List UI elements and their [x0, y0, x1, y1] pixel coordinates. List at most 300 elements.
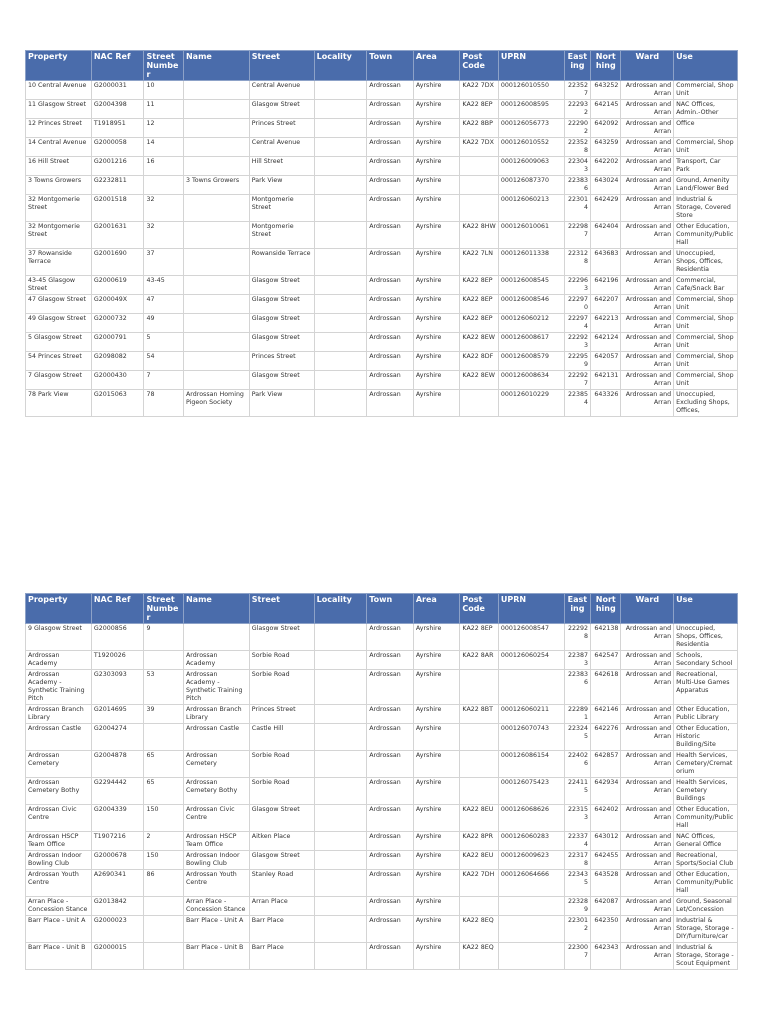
cell-property: Ardrossan Branch Library: [26, 705, 92, 724]
cell-area: Ayrshire: [413, 176, 460, 195]
cell-area: Ayrshire: [413, 100, 460, 119]
cell-use: Transport, Car Park: [674, 157, 738, 176]
cell-street: Barr Place: [249, 916, 314, 943]
cell-area: Ayrshire: [413, 705, 460, 724]
cell-post-code: KA22 8EU: [460, 851, 498, 870]
cell-street-number: 5: [144, 333, 183, 352]
header-ward: Ward: [621, 594, 674, 624]
cell-use: Commercial, Shop Unit: [674, 371, 738, 390]
cell-uprn: 000126075423: [498, 778, 564, 805]
cell-property: Ardrossan Civic Centre: [26, 805, 92, 832]
cell-locality: [314, 100, 367, 119]
cell-street-number: 9: [144, 624, 183, 651]
cell-area: Ayrshire: [413, 916, 460, 943]
cell-ward: Ardrossan and Arran: [621, 276, 674, 295]
cell-locality: [314, 943, 367, 970]
cell-ward: Ardrossan and Arran: [621, 805, 674, 832]
table-row: [26, 249, 738, 276]
cell-locality: [314, 249, 367, 276]
cell-street-number: [144, 176, 183, 195]
cell-post-code: KA22 8EP: [460, 624, 498, 651]
table-row: [26, 651, 738, 670]
cell-property: 49 Glasgow Street: [26, 314, 92, 333]
cell-street-number: 53: [144, 670, 183, 705]
cell-name: [183, 333, 249, 352]
cell-locality: [314, 670, 367, 705]
cell-nac-ref: T1920026: [91, 651, 144, 670]
cell-use: Other Education, Community/Public Hall: [674, 222, 738, 249]
cell-uprn: 000126008579: [498, 352, 564, 371]
cell-area: Ayrshire: [413, 371, 460, 390]
cell-post-code: [460, 724, 498, 751]
cell-use: Ground, Amenity Land/Flower Bed: [674, 176, 738, 195]
cell-easting: 224115: [564, 778, 590, 805]
cell-town: Ardrossan: [367, 371, 414, 390]
cell-uprn: 000126060212: [498, 314, 564, 333]
cell-locality: [314, 916, 367, 943]
table-row: [26, 352, 738, 371]
cell-post-code: [460, 157, 498, 176]
cell-ward: Ardrossan and Arran: [621, 371, 674, 390]
cell-use: Commercial, Shop Unit: [674, 333, 738, 352]
cell-property: 7 Glasgow Street: [26, 371, 92, 390]
header-uprn: UPRN: [498, 594, 564, 624]
cell-town: Ardrossan: [367, 352, 414, 371]
cell-easting: 223528: [564, 138, 590, 157]
cell-northing: 642547: [591, 651, 621, 670]
header-street: Street: [249, 51, 314, 81]
cell-uprn: 000126008634: [498, 371, 564, 390]
cell-uprn: 000126011338: [498, 249, 564, 276]
cell-nac-ref: G2000791: [91, 333, 144, 352]
cell-use: Unoccupied, Excluding Shops, Offices,: [674, 390, 738, 417]
cell-street: Montgomerie Street: [249, 195, 314, 222]
cell-area: Ayrshire: [413, 352, 460, 371]
cell-name: Ardrossan Cemetery: [183, 751, 249, 778]
header-area: Area: [413, 51, 460, 81]
cell-post-code: KA22 8EW: [460, 371, 498, 390]
table-row: [26, 295, 738, 314]
table-row: [26, 724, 738, 751]
cell-uprn: 000126060254: [498, 651, 564, 670]
cell-street: Princes Street: [249, 119, 314, 138]
cell-ward: Ardrossan and Arran: [621, 651, 674, 670]
cell-property: 3 Towns Growers: [26, 176, 92, 195]
cell-town: Ardrossan: [367, 943, 414, 970]
cell-street: Arran Place: [249, 897, 314, 916]
cell-nac-ref: G2000430: [91, 371, 144, 390]
cell-post-code: KA22 8EP: [460, 100, 498, 119]
cell-town: Ardrossan: [367, 897, 414, 916]
cell-locality: [314, 724, 367, 751]
cell-ward: Ardrossan and Arran: [621, 943, 674, 970]
cell-easting: 222923: [564, 333, 590, 352]
cell-ward: Ardrossan and Arran: [621, 333, 674, 352]
cell-ward: Ardrossan and Arran: [621, 916, 674, 943]
cell-area: Ayrshire: [413, 897, 460, 916]
cell-locality: [314, 81, 367, 100]
cell-name: [183, 352, 249, 371]
table-row: [26, 100, 738, 119]
cell-street-number: 65: [144, 751, 183, 778]
header-uprn: UPRN: [498, 51, 564, 81]
cell-nac-ref: G2000058: [91, 138, 144, 157]
cell-area: Ayrshire: [413, 751, 460, 778]
cell-name: Ardrossan Castle: [183, 724, 249, 751]
cell-uprn: 000126060211: [498, 705, 564, 724]
cell-name: [183, 371, 249, 390]
cell-locality: [314, 222, 367, 249]
cell-nac-ref: G2232811: [91, 176, 144, 195]
header-use: Use: [674, 51, 738, 81]
cell-name: [183, 138, 249, 157]
cell-name: Ardrossan Cemetery Bothy: [183, 778, 249, 805]
cell-northing: 642402: [591, 805, 621, 832]
cell-easting: 222959: [564, 352, 590, 371]
cell-northing: 642618: [591, 670, 621, 705]
cell-easting: 223836: [564, 176, 590, 195]
cell-street: Hill Street: [249, 157, 314, 176]
cell-post-code: [460, 390, 498, 417]
header-post-code: Post Code: [460, 51, 498, 81]
cell-area: Ayrshire: [413, 805, 460, 832]
cell-locality: [314, 276, 367, 295]
cell-name: Ardrossan Indoor Bowling Club: [183, 851, 249, 870]
cell-town: Ardrossan: [367, 778, 414, 805]
cell-property: Barr Place - Unit B: [26, 943, 92, 970]
cell-property: 5 Glasgow Street: [26, 333, 92, 352]
cell-property: 14 Central Avenue: [26, 138, 92, 157]
header-easting: Easting: [564, 51, 590, 81]
header-name: Name: [183, 594, 249, 624]
cell-northing: 642092: [591, 119, 621, 138]
cell-property: 11 Glasgow Street: [26, 100, 92, 119]
cell-use: NAC Offices, General Office: [674, 832, 738, 851]
cell-street-number: 14: [144, 138, 183, 157]
cell-northing: 643024: [591, 176, 621, 195]
cell-street: Glasgow Street: [249, 333, 314, 352]
cell-street: Glasgow Street: [249, 314, 314, 333]
header-nac-ref: NAC Ref: [91, 594, 144, 624]
cell-street: Glasgow Street: [249, 100, 314, 119]
table-row: [26, 195, 738, 222]
cell-street: Sorbie Road: [249, 778, 314, 805]
cell-nac-ref: G2000678: [91, 851, 144, 870]
cell-property: 47 Glasgow Street: [26, 295, 92, 314]
cell-post-code: KA22 7DX: [460, 81, 498, 100]
cell-name: [183, 295, 249, 314]
cell-area: Ayrshire: [413, 333, 460, 352]
cell-locality: [314, 371, 367, 390]
cell-easting: 222927: [564, 371, 590, 390]
cell-post-code: [460, 778, 498, 805]
cell-easting: 223836: [564, 670, 590, 705]
cell-nac-ref: G2014695: [91, 705, 144, 724]
cell-street-number: [144, 943, 183, 970]
cell-easting: 222970: [564, 295, 590, 314]
cell-uprn: 000126009623: [498, 851, 564, 870]
cell-use: NAC Offices, Admin.-Other: [674, 100, 738, 119]
cell-town: Ardrossan: [367, 724, 414, 751]
cell-nac-ref: G2000031: [91, 81, 144, 100]
table-row: [26, 333, 738, 352]
cell-uprn: 000126056773: [498, 119, 564, 138]
cell-northing: 642202: [591, 157, 621, 176]
cell-ward: Ardrossan and Arran: [621, 670, 674, 705]
cell-town: Ardrossan: [367, 870, 414, 897]
cell-town: Ardrossan: [367, 119, 414, 138]
cell-street: Glasgow Street: [249, 371, 314, 390]
cell-nac-ref: G2004398: [91, 100, 144, 119]
header-locality: Locality: [314, 594, 367, 624]
cell-post-code: KA22 7LN: [460, 249, 498, 276]
cell-locality: [314, 195, 367, 222]
cell-street-number: 2: [144, 832, 183, 851]
cell-nac-ref: G2000619: [91, 276, 144, 295]
cell-area: Ayrshire: [413, 832, 460, 851]
cell-property: 16 Hill Street: [26, 157, 92, 176]
cell-nac-ref: G2000023: [91, 916, 144, 943]
cell-post-code: [460, 751, 498, 778]
cell-locality: [314, 176, 367, 195]
cell-northing: 642455: [591, 851, 621, 870]
cell-street: Park View: [249, 390, 314, 417]
cell-nac-ref: T1918951: [91, 119, 144, 138]
cell-ward: Ardrossan and Arran: [621, 778, 674, 805]
table-row: [26, 157, 738, 176]
table-row: [26, 705, 738, 724]
cell-town: Ardrossan: [367, 81, 414, 100]
cell-area: Ayrshire: [413, 870, 460, 897]
cell-property: Barr Place - Unit A: [26, 916, 92, 943]
header-street-number: Street Number: [144, 594, 183, 624]
header-property: Property: [26, 594, 92, 624]
cell-name: [183, 119, 249, 138]
cell-easting: 223435: [564, 870, 590, 897]
cell-post-code: KA22 7DH: [460, 870, 498, 897]
cell-property: Ardrossan HSCP Team Office: [26, 832, 92, 851]
cell-easting: 223128: [564, 249, 590, 276]
cell-ward: Ardrossan and Arran: [621, 832, 674, 851]
cell-locality: [314, 705, 367, 724]
cell-property: Ardrossan Academy - Synthetic Training Pitch: [26, 670, 92, 705]
cell-property: Ardrossan Youth Centre: [26, 870, 92, 897]
cell-street-number: 16: [144, 157, 183, 176]
cell-town: Ardrossan: [367, 670, 414, 705]
cell-use: Office: [674, 119, 738, 138]
cell-easting: 223527: [564, 81, 590, 100]
cell-name: [183, 157, 249, 176]
cell-town: Ardrossan: [367, 916, 414, 943]
cell-nac-ref: G2001518: [91, 195, 144, 222]
cell-uprn: 000126010550: [498, 81, 564, 100]
cell-easting: 223854: [564, 390, 590, 417]
cell-easting: 222932: [564, 100, 590, 119]
cell-use: Other Education, Community/Public Hall: [674, 805, 738, 832]
cell-post-code: KA22 8EU: [460, 805, 498, 832]
cell-area: Ayrshire: [413, 295, 460, 314]
table-row: [26, 138, 738, 157]
cell-area: Ayrshire: [413, 222, 460, 249]
cell-nac-ref: G2000732: [91, 314, 144, 333]
table-row: [26, 832, 738, 851]
cell-street-number: [144, 897, 183, 916]
property-table-2: [25, 593, 738, 970]
cell-locality: [314, 897, 367, 916]
cell-ward: Ardrossan and Arran: [621, 157, 674, 176]
cell-northing: 642343: [591, 943, 621, 970]
cell-name: [183, 624, 249, 651]
cell-town: Ardrossan: [367, 333, 414, 352]
cell-nac-ref: G2004339: [91, 805, 144, 832]
cell-ward: Ardrossan and Arran: [621, 897, 674, 916]
cell-area: Ayrshire: [413, 314, 460, 333]
cell-uprn: 000126060213: [498, 195, 564, 222]
cell-use: Commercial, Cafe/Snack Bar: [674, 276, 738, 295]
header-post-code: Post Code: [460, 594, 498, 624]
cell-ward: Ardrossan and Arran: [621, 624, 674, 651]
cell-post-code: KA22 8EQ: [460, 943, 498, 970]
cell-post-code: KA22 8PR: [460, 832, 498, 851]
header-row: [26, 51, 738, 81]
cell-uprn: 000126010552: [498, 138, 564, 157]
cell-easting: 223289: [564, 897, 590, 916]
table-row: [26, 670, 738, 705]
cell-ward: Ardrossan and Arran: [621, 705, 674, 724]
cell-street: Sorbie Road: [249, 751, 314, 778]
cell-northing: 642138: [591, 624, 621, 651]
cell-ward: Ardrossan and Arran: [621, 870, 674, 897]
cell-use: Commercial, Shop Unit: [674, 314, 738, 333]
cell-northing: 643259: [591, 138, 621, 157]
cell-use: Ground, Seasonal Let/Concession: [674, 897, 738, 916]
cell-name: Ardrossan Academy - Synthetic Training Pitch: [183, 670, 249, 705]
cell-locality: [314, 333, 367, 352]
cell-easting: 223245: [564, 724, 590, 751]
cell-street: Glasgow Street: [249, 851, 314, 870]
cell-locality: [314, 119, 367, 138]
cell-locality: [314, 390, 367, 417]
cell-street: Glasgow Street: [249, 624, 314, 651]
cell-post-code: KA22 8EP: [460, 314, 498, 333]
cell-nac-ref: G2303093: [91, 670, 144, 705]
cell-uprn: 000126008545: [498, 276, 564, 295]
cell-northing: 643326: [591, 390, 621, 417]
cell-street: Rowanside Terrace: [249, 249, 314, 276]
table-row: [26, 390, 738, 417]
cell-ward: Ardrossan and Arran: [621, 195, 674, 222]
cell-northing: 642207: [591, 295, 621, 314]
cell-use: Health Services, Cemetery Buildings: [674, 778, 738, 805]
header-nac-ref: NAC Ref: [91, 51, 144, 81]
table-row: [26, 897, 738, 916]
cell-uprn: [498, 943, 564, 970]
cell-post-code: KA22 8EP: [460, 276, 498, 295]
header-property: Property: [26, 51, 92, 81]
cell-town: Ardrossan: [367, 100, 414, 119]
cell-ward: Ardrossan and Arran: [621, 352, 674, 371]
cell-northing: 642131: [591, 371, 621, 390]
cell-easting: 224026: [564, 751, 590, 778]
table-row: [26, 624, 738, 651]
cell-use: Schools, Secondary School: [674, 651, 738, 670]
cell-locality: [314, 138, 367, 157]
header-use: Use: [674, 594, 738, 624]
cell-nac-ref: G2001631: [91, 222, 144, 249]
cell-locality: [314, 751, 367, 778]
cell-northing: 643683: [591, 249, 621, 276]
cell-easting: 223153: [564, 805, 590, 832]
cell-northing: 642146: [591, 705, 621, 724]
cell-locality: [314, 651, 367, 670]
cell-street: Park View: [249, 176, 314, 195]
cell-property: 32 Montgomerie Street: [26, 195, 92, 222]
cell-nac-ref: G2294442: [91, 778, 144, 805]
header-street: Street: [249, 594, 314, 624]
cell-area: Ayrshire: [413, 195, 460, 222]
cell-town: Ardrossan: [367, 624, 414, 651]
cell-area: Ayrshire: [413, 138, 460, 157]
cell-easting: 222987: [564, 222, 590, 249]
cell-name: [183, 276, 249, 295]
cell-nac-ref: G2004878: [91, 751, 144, 778]
table-row: [26, 81, 738, 100]
cell-easting: 223007: [564, 943, 590, 970]
cell-use: Commercial, Shop Unit: [674, 81, 738, 100]
cell-northing: 642057: [591, 352, 621, 371]
property-table-1: [25, 50, 738, 417]
cell-easting: 223012: [564, 916, 590, 943]
cell-property: 10 Central Avenue: [26, 81, 92, 100]
cell-street-number: 49: [144, 314, 183, 333]
cell-ward: Ardrossan and Arran: [621, 81, 674, 100]
cell-post-code: [460, 195, 498, 222]
cell-post-code: [460, 670, 498, 705]
cell-use: Other Education, Community/Public Hall: [674, 870, 738, 897]
cell-easting: 223374: [564, 832, 590, 851]
cell-post-code: KA22 7DX: [460, 138, 498, 157]
cell-use: Commercial, Shop Unit: [674, 138, 738, 157]
cell-street-number: 86: [144, 870, 183, 897]
cell-locality: [314, 295, 367, 314]
cell-locality: [314, 624, 367, 651]
cell-street-number: 37: [144, 249, 183, 276]
cell-easting: 222963: [564, 276, 590, 295]
cell-nac-ref: T1907216: [91, 832, 144, 851]
cell-area: Ayrshire: [413, 724, 460, 751]
cell-ward: Ardrossan and Arran: [621, 314, 674, 333]
header-row: [26, 594, 738, 624]
cell-northing: 642087: [591, 897, 621, 916]
cell-street: Central Avenue: [249, 81, 314, 100]
cell-street: Princes Street: [249, 705, 314, 724]
cell-uprn: 000126008617: [498, 333, 564, 352]
cell-ward: Ardrossan and Arran: [621, 724, 674, 751]
header-easting: Easting: [564, 594, 590, 624]
cell-area: Ayrshire: [413, 943, 460, 970]
cell-locality: [314, 851, 367, 870]
cell-town: Ardrossan: [367, 157, 414, 176]
cell-property: Ardrossan Indoor Bowling Club: [26, 851, 92, 870]
cell-street-number: [144, 651, 183, 670]
cell-name: Ardrossan Branch Library: [183, 705, 249, 724]
header-locality: Locality: [314, 51, 367, 81]
cell-uprn: 000126060283: [498, 832, 564, 851]
cell-nac-ref: G2000015: [91, 943, 144, 970]
cell-name: Barr Place - Unit B: [183, 943, 249, 970]
cell-street: Sorbie Road: [249, 651, 314, 670]
cell-nac-ref: G2013842: [91, 897, 144, 916]
